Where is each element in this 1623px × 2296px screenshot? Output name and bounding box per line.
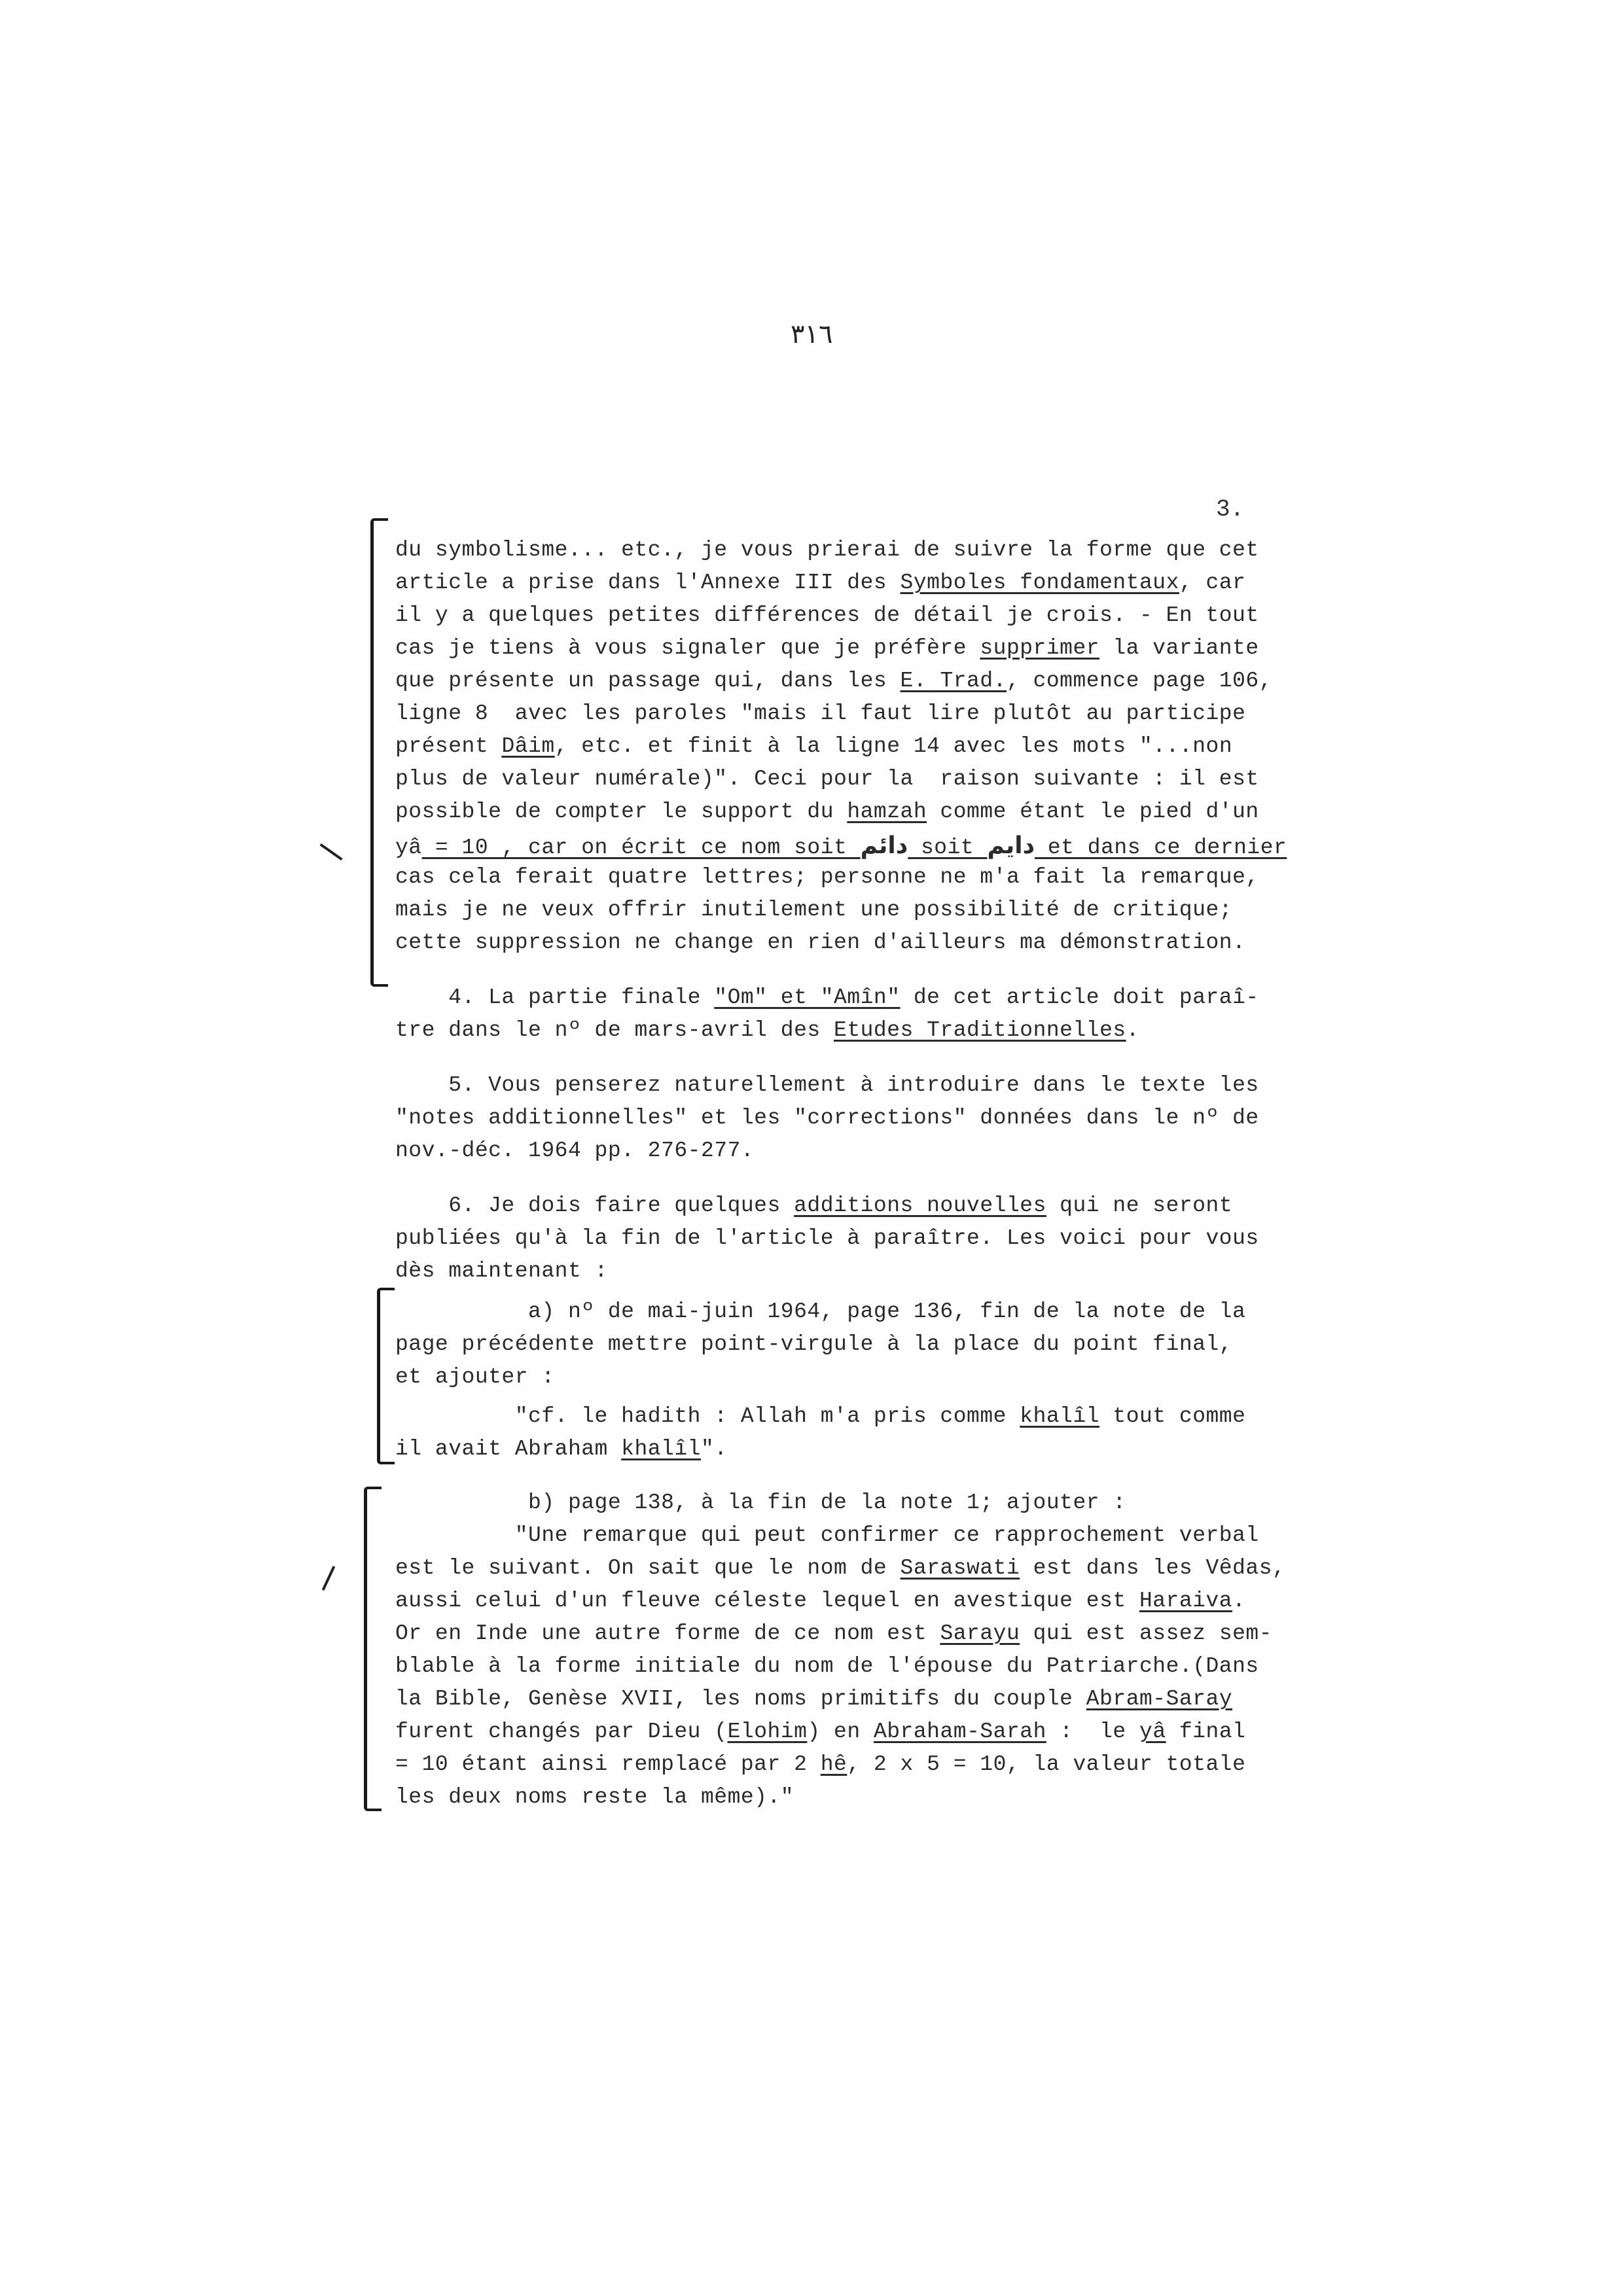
- text-line: [395, 1073, 1259, 1097]
- text-line: [395, 865, 1259, 889]
- text-segment: , etc. et finit à la ligne 14 avec les mots "...non: [554, 734, 1233, 758]
- text-segment: cas je tiens à vous signaler que je préfère: [395, 636, 980, 660]
- text-segment: "notes additionnelles" et les "corrections" données dans le nº de: [395, 1106, 1259, 1130]
- text-segment: page précédente mettre point-virgule à la place du point final,: [395, 1332, 1233, 1356]
- text-line: [395, 1491, 1126, 1515]
- margin-bracket-1: [370, 518, 388, 987]
- text-segment: de cet article doit paraî-: [900, 985, 1259, 1010]
- underlined-term: soit: [908, 836, 988, 860]
- text-segment: ".: [700, 1437, 728, 1461]
- underlined-term: Haraiva: [1139, 1589, 1233, 1613]
- arabic-word: دايم: [987, 832, 1035, 859]
- text-segment: cette suppression ne change en rien d'ailleurs ma démonstration.: [395, 930, 1246, 955]
- text-segment: la variante: [1099, 636, 1259, 660]
- text-segment: b) page 138, à la fin de la note 1; ajouter :: [395, 1491, 1126, 1515]
- text-segment: yâ: [395, 836, 422, 860]
- text-line: [395, 1404, 1245, 1428]
- text-segment: : le: [1046, 1720, 1140, 1744]
- text-segment: aussi celui d'un fleuve céleste lequel en avestique est: [395, 1589, 1139, 1613]
- text-line: [395, 1106, 1259, 1130]
- text-segment: cas cela ferait quatre lettres; personne ne m'a fait la remarque,: [395, 865, 1259, 889]
- text-segment: les deux noms reste la même).": [395, 1785, 794, 1809]
- text-line: [395, 1018, 1139, 1042]
- text-line: [395, 1589, 1245, 1613]
- text-line: [395, 800, 1259, 824]
- underlined-term: additions nouvelles: [794, 1193, 1046, 1218]
- text-segment: 6. Je dois faire quelques: [395, 1193, 794, 1218]
- text-line: [395, 1226, 1259, 1250]
- underlined-term: Symboles fondamentaux: [900, 571, 1179, 595]
- text-segment: comme étant le pied d'un: [927, 800, 1259, 824]
- text-segment: et ajouter :: [395, 1365, 555, 1389]
- margin-tick-1: [319, 843, 342, 860]
- text-segment: furent changés par Dieu (: [395, 1720, 728, 1744]
- underlined-term: Sarayu: [940, 1621, 1020, 1646]
- text-line: [395, 767, 1259, 791]
- text-line: [395, 1299, 1245, 1324]
- text-line: [395, 1752, 1245, 1776]
- underlined-term: khalîl: [621, 1437, 701, 1461]
- margin-bracket-2: [377, 1288, 395, 1464]
- text-segment: 4. La partie finale: [395, 985, 715, 1010]
- text-line: [395, 1556, 1285, 1580]
- text-line: [395, 571, 1245, 595]
- text-segment: dès maintenant :: [395, 1259, 608, 1283]
- text-line: [395, 1365, 555, 1389]
- text-line: [395, 832, 1287, 860]
- underlined-term: "Om" et "Amîn": [714, 985, 901, 1010]
- text-line: [395, 930, 1245, 955]
- text-segment: .: [1232, 1589, 1246, 1613]
- text-segment: "cf. le hadith : Allah m'a pris comme: [395, 1404, 1020, 1428]
- text-segment: possible de compter le support du: [395, 800, 847, 824]
- text-segment: il avait Abraham: [395, 1437, 622, 1461]
- text-segment: tout comme: [1099, 1404, 1246, 1428]
- text-line: [395, 1259, 608, 1283]
- underlined-term: = 10 , car on écrit ce nom soit: [421, 836, 861, 860]
- underlined-term: Abram-Saray: [1086, 1687, 1233, 1711]
- underlined-term: Elohim: [727, 1720, 808, 1744]
- text-line: [395, 898, 1232, 922]
- text-segment: il y a quelques petites différences de détail je crois. - En tout: [395, 603, 1259, 627]
- underlined-term: supprimer: [980, 636, 1100, 660]
- text-segment: qui ne seront: [1046, 1193, 1233, 1218]
- text-line: [395, 1437, 728, 1461]
- text-line: [395, 1621, 1272, 1646]
- text-segment: blable à la forme initiale du nom de l'épouse du Patriarche.(Dans: [395, 1654, 1259, 1678]
- page-number: 3.: [1216, 496, 1245, 523]
- text-segment: présent: [395, 734, 502, 758]
- text-segment: plus de valeur numérale)". Ceci pour la raison suivante : il est: [395, 767, 1259, 791]
- text-segment: 5. Vous penserez naturellement à introduire dans le texte les: [395, 1073, 1259, 1097]
- underlined-term: et dans ce dernier: [1035, 836, 1287, 860]
- text-line: [395, 1687, 1232, 1711]
- text-segment: a) nº de mai-juin 1964, page 136, fin de la note de la: [395, 1299, 1246, 1324]
- text-segment: la Bible, Genèse XVII, les noms primitifs du couple: [395, 1687, 1086, 1711]
- margin-bracket-3: [364, 1487, 382, 1811]
- text-segment: .: [1126, 1018, 1139, 1042]
- text-segment: article a prise dans l'Annexe III des: [395, 571, 901, 595]
- text-segment: tre dans le nº de mars-avril des: [395, 1018, 834, 1042]
- text-line: [395, 701, 1245, 726]
- text-segment: , car: [1179, 571, 1246, 595]
- underlined-term: yâ: [1139, 1720, 1166, 1744]
- text-segment: mais je ne veux offrir inutilement une possibilité de critique;: [395, 898, 1233, 922]
- text-line: [395, 1332, 1232, 1356]
- text-line: [395, 636, 1259, 660]
- text-segment: ) en: [807, 1720, 874, 1744]
- text-segment: = 10 étant ainsi remplacé par 2: [395, 1752, 821, 1776]
- text-line: [395, 669, 1272, 693]
- text-line: [395, 1785, 794, 1809]
- text-segment: qui est assez sem-: [1020, 1621, 1273, 1646]
- text-line: [395, 985, 1259, 1010]
- underlined-term: khalîl: [1020, 1404, 1100, 1428]
- underlined-term: hamzah: [847, 800, 927, 824]
- text-segment: est le suivant. On sait que le nom de: [395, 1556, 901, 1580]
- text-segment: , 2 x 5 = 10, la valeur totale: [847, 1752, 1246, 1776]
- arabic-word: دائم: [860, 832, 908, 859]
- text-segment: final: [1166, 1720, 1246, 1744]
- margin-tick-2: [322, 1566, 336, 1591]
- text-segment: "Une remarque qui peut confirmer ce rapprochement verbal: [395, 1523, 1259, 1547]
- text-segment: publiées qu'à la fin de l'article à paraître. Les voici pour vous: [395, 1226, 1259, 1250]
- text-line: [395, 603, 1259, 627]
- text-line: [395, 1139, 754, 1163]
- underlined-term: hê: [820, 1752, 847, 1776]
- text-line: [395, 1654, 1259, 1678]
- underlined-term: Dâim: [501, 734, 555, 758]
- arabic-page-number: ٣١٦: [791, 319, 833, 349]
- underlined-term: E. Trad.: [900, 669, 1007, 693]
- underlined-term: Saraswati: [900, 1556, 1020, 1580]
- text-segment: Or en Inde une autre forme de ce nom est: [395, 1621, 940, 1646]
- text-line: [395, 1523, 1259, 1547]
- text-segment: est dans les Vêdas,: [1020, 1556, 1286, 1580]
- text-segment: ligne 8 avec les paroles "mais il faut lire plutôt au participe: [395, 701, 1246, 726]
- text-segment: , commence page 106,: [1006, 669, 1273, 693]
- text-line: [395, 1720, 1245, 1744]
- text-line: [395, 734, 1232, 758]
- underlined-term: Abraham-Sarah: [873, 1720, 1046, 1744]
- text-segment: que présente un passage qui, dans les: [395, 669, 901, 693]
- text-segment: nov.-déc. 1964 pp. 276-277.: [395, 1139, 755, 1163]
- text-line: [395, 538, 1259, 562]
- underlined-term: Etudes Traditionnelles: [834, 1018, 1126, 1042]
- text-line: [395, 1193, 1232, 1218]
- text-segment: du symbolisme... etc., je vous prierai de suivre la forme que cet: [395, 538, 1259, 562]
